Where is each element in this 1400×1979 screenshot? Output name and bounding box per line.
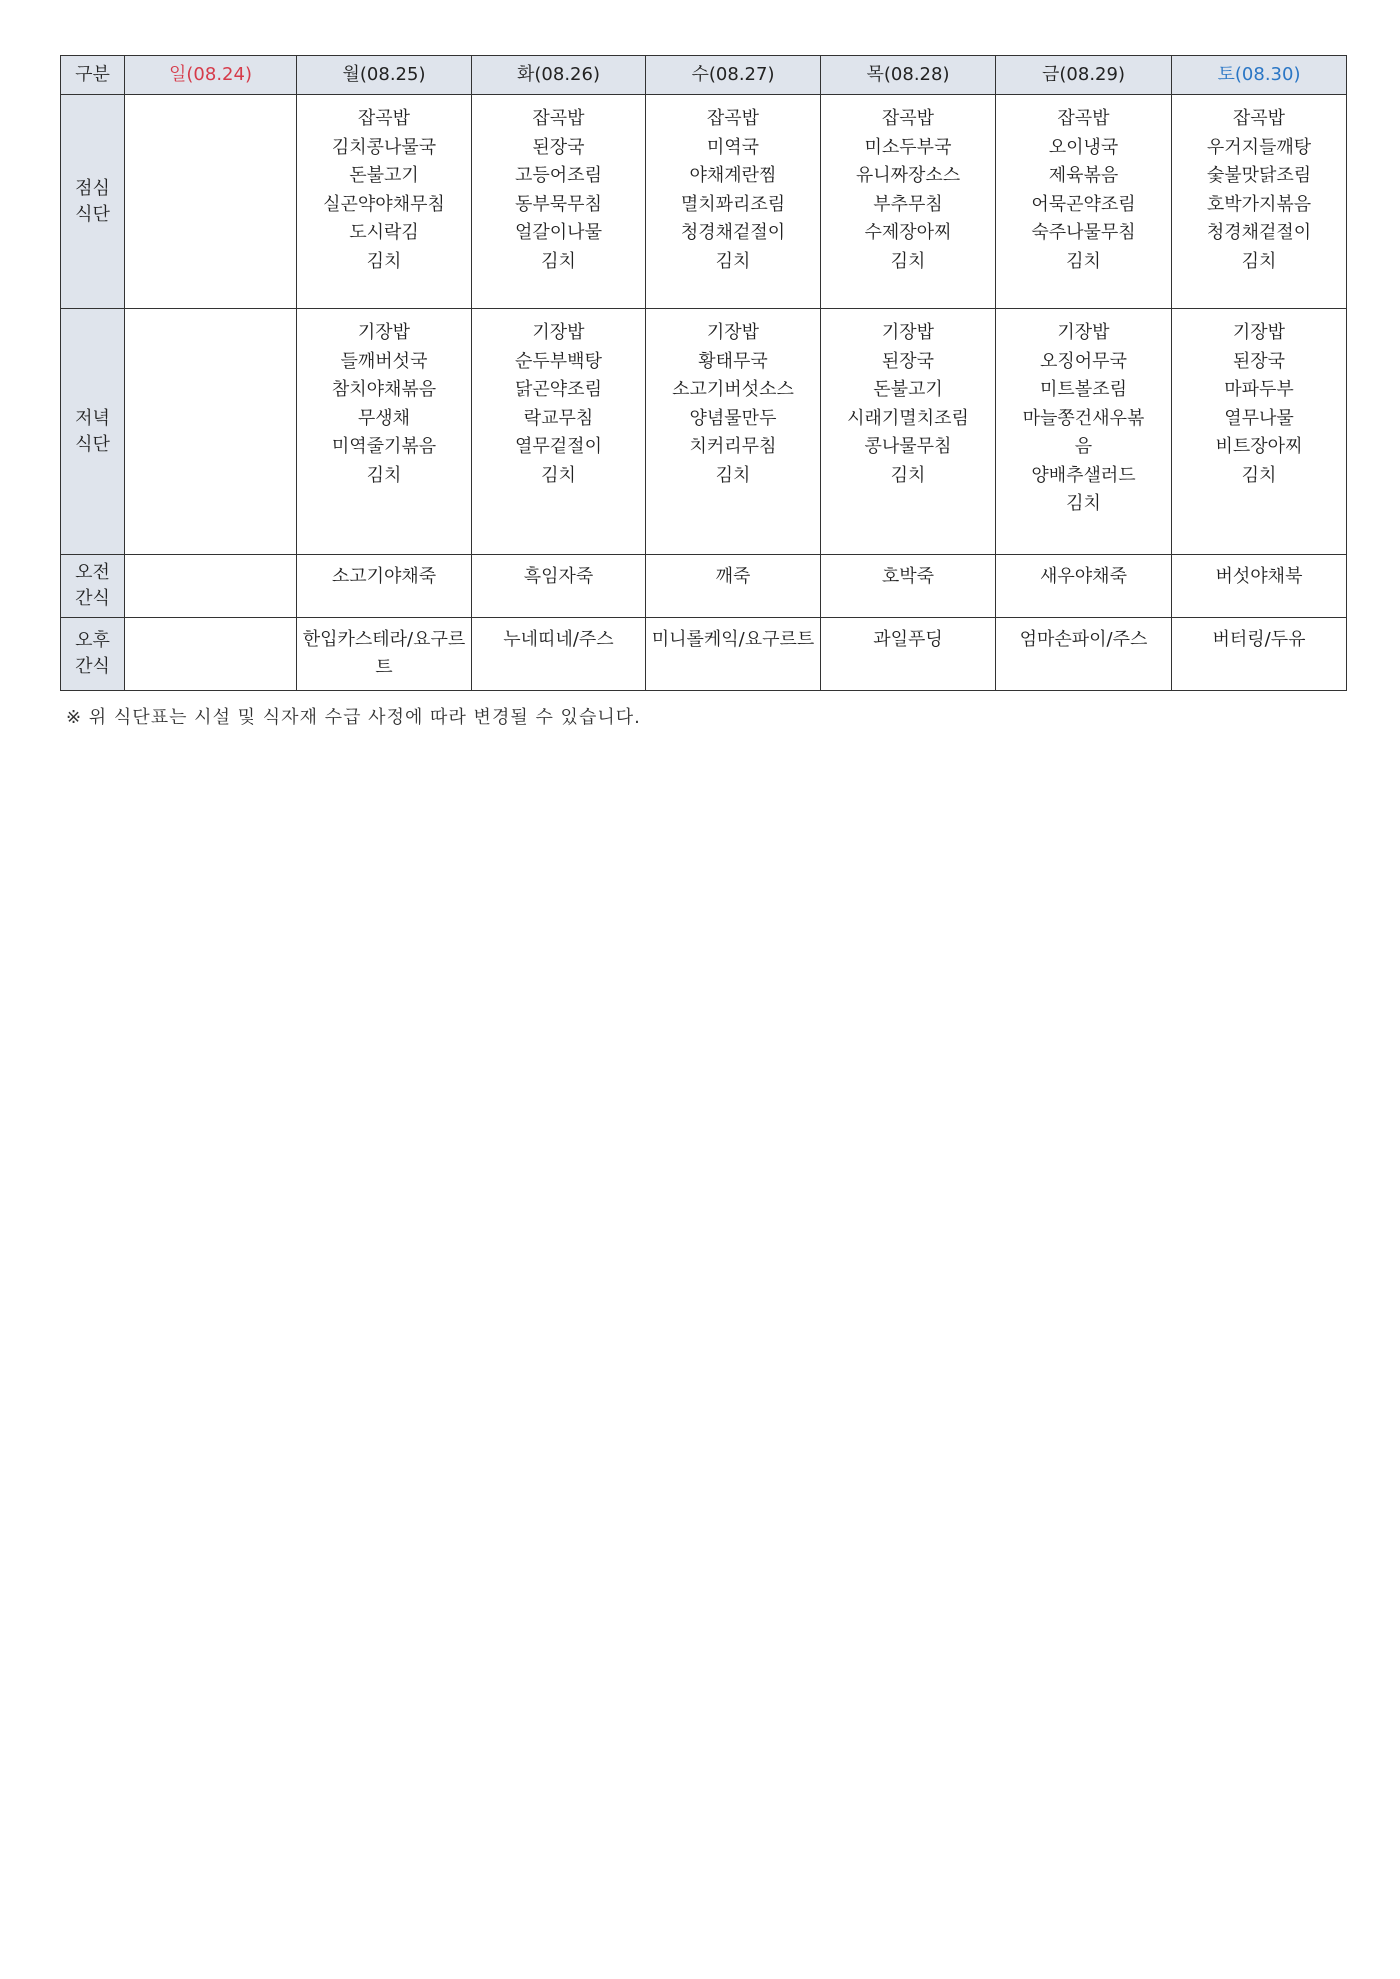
menu-item: 콩나물무침 bbox=[864, 436, 952, 457]
menu-item: 미트볼조림 bbox=[1040, 379, 1127, 400]
menu-item: 김치 bbox=[890, 464, 926, 486]
snack-item: 미니롤케익/요구르트 bbox=[651, 629, 815, 650]
menu-item: 김치 bbox=[1241, 250, 1277, 272]
menu-item: 닭곤약조림 bbox=[515, 379, 602, 400]
day-header-friday: 금(08.29) bbox=[996, 56, 1172, 95]
row-label-afternoon-snack bbox=[61, 618, 125, 691]
menu-item: 김치 bbox=[366, 464, 402, 486]
snack-item: 소고기야채죽 bbox=[331, 566, 437, 587]
dinner-cell-tuesday bbox=[472, 309, 646, 555]
menu-item: 소고기버섯소스 bbox=[672, 379, 794, 400]
menu-item: 양념물만두 bbox=[689, 407, 777, 429]
lunch-row bbox=[61, 95, 1347, 309]
morning-snack-row bbox=[61, 555, 1347, 618]
menu-item: 무생채 bbox=[357, 407, 411, 429]
menu-item: 제육볶음 bbox=[1048, 165, 1119, 186]
menu-item: 미소두부국 bbox=[864, 136, 952, 158]
menu-item: 돈불고기 bbox=[349, 165, 419, 186]
row-label-line: 점심 bbox=[75, 177, 110, 199]
menu-item: 수제장아찌 bbox=[864, 222, 952, 243]
row-label-line: 식단 bbox=[75, 433, 110, 455]
dinner-cell-sunday bbox=[125, 309, 297, 555]
menu-items bbox=[996, 309, 1171, 519]
menu-item: 잡곡밥 bbox=[532, 108, 585, 129]
afternoon-snack-cell-wednesday bbox=[646, 618, 821, 691]
menu-items bbox=[472, 95, 645, 276]
menu-item: 기장밥 bbox=[706, 322, 760, 343]
menu-item: 들깨버섯국 bbox=[340, 350, 428, 372]
row-label-line: 오전 bbox=[75, 562, 110, 583]
menu-item: 된장국 bbox=[1232, 350, 1286, 372]
menu-item: 시래기멸치조림 bbox=[847, 407, 969, 429]
menu-item: 청경채겉절이 bbox=[680, 222, 786, 243]
morning-snack-cell-thursday bbox=[821, 555, 996, 618]
dinner-cell-saturday bbox=[1172, 309, 1347, 555]
snack-item: 새우야채죽 bbox=[1040, 566, 1127, 587]
dinner-cell-thursday bbox=[821, 309, 996, 555]
menu-item: 열무나물 bbox=[1224, 407, 1294, 429]
menu-item: 실곤약야채무침 bbox=[323, 193, 445, 215]
menu-item: 마파두부 bbox=[1224, 379, 1294, 400]
menu-item: 부추무침 bbox=[873, 193, 943, 215]
menu-item: 오징어무국 bbox=[1040, 350, 1127, 372]
snack-item: 호박죽 bbox=[881, 566, 935, 587]
day-header-monday: 월(08.25) bbox=[297, 56, 472, 95]
snack-item: 과일푸딩 bbox=[873, 629, 943, 650]
row-label-dinner bbox=[61, 309, 125, 555]
day-header-sunday: 일(08.24) bbox=[125, 56, 297, 95]
menu-item: 도시락김 bbox=[349, 222, 419, 243]
snack-item: 버섯야채북 bbox=[1215, 566, 1303, 587]
menu-item: 숙주나물무침 bbox=[1031, 222, 1136, 243]
corner-header: 구분 bbox=[61, 56, 125, 95]
lunch-cell-sunday bbox=[125, 95, 297, 309]
menu-item: 김치콩나물국 bbox=[331, 136, 437, 158]
row-label-line: 오후 bbox=[75, 630, 110, 651]
snack-item: 흑임자죽 bbox=[523, 566, 594, 587]
menu-item: 참치야채볶음 bbox=[331, 379, 437, 400]
weekly-meal-table bbox=[60, 55, 1347, 691]
lunch-cell-wednesday bbox=[646, 95, 821, 309]
afternoon-snack-cell-saturday bbox=[1172, 618, 1347, 691]
snack-item: 버터링/두유 bbox=[1212, 629, 1306, 650]
lunch-cell-monday bbox=[297, 95, 472, 309]
menu-item: 김치 bbox=[541, 464, 576, 486]
menu-items bbox=[472, 309, 645, 490]
menu-item: 김치 bbox=[1241, 464, 1277, 486]
menu-item: 김치 bbox=[366, 250, 402, 272]
snack-item: 한입카스테라/요구르트 bbox=[302, 629, 466, 678]
morning-snack-cell-wednesday bbox=[646, 555, 821, 618]
menu-item: 김치 bbox=[1066, 493, 1101, 514]
menu-item: 기장밥 bbox=[532, 322, 585, 343]
menu-item: 김치 bbox=[715, 464, 751, 486]
afternoon-snack-cell-tuesday bbox=[472, 618, 646, 691]
afternoon-snack-cell-thursday bbox=[821, 618, 996, 691]
row-label-line: 간식 bbox=[75, 656, 110, 677]
afternoon-snack-cell-monday bbox=[297, 618, 472, 691]
menu-items bbox=[646, 95, 820, 276]
menu-item: 치커리무침 bbox=[689, 436, 777, 457]
menu-item: 어묵곤약조림 bbox=[1031, 193, 1136, 215]
dinner-cell-friday bbox=[996, 309, 1172, 555]
menu-item: 잡곡밥 bbox=[1057, 108, 1110, 129]
menu-item: 기장밥 bbox=[881, 322, 935, 343]
menu-item: 기장밥 bbox=[1232, 322, 1286, 343]
day-header-wednesday: 수(08.27) bbox=[646, 56, 821, 95]
menu-item: 야채계란찜 bbox=[689, 165, 777, 186]
snack-item: 누네띠네/주스 bbox=[503, 629, 614, 650]
menu-item: 김치 bbox=[890, 250, 926, 272]
lunch-cell-thursday bbox=[821, 95, 996, 309]
header-row bbox=[61, 56, 1347, 95]
afternoon-snack-row bbox=[61, 618, 1347, 691]
afternoon-snack-cell-friday bbox=[996, 618, 1172, 691]
menu-items bbox=[297, 309, 471, 490]
menu-item: 열무겉절이 bbox=[515, 436, 602, 457]
menu-item: 우거지들깨탕 bbox=[1206, 136, 1312, 158]
morning-snack-cell-saturday bbox=[1172, 555, 1347, 618]
menu-item: 된장국 bbox=[532, 136, 585, 158]
menu-item: 락교무침 bbox=[523, 407, 594, 429]
menu-items bbox=[1172, 309, 1346, 490]
menu-item: 잡곡밥 bbox=[706, 108, 760, 129]
menu-item: 오이냉국 bbox=[1048, 136, 1119, 158]
menu-item: 청경채겉절이 bbox=[1206, 222, 1312, 243]
menu-item: 기장밥 bbox=[1057, 322, 1110, 343]
row-label-line: 간식 bbox=[75, 588, 110, 609]
menu-item: 잡곡밥 bbox=[357, 108, 411, 129]
menu-item: 얼갈이나물 bbox=[515, 222, 602, 243]
dinner-cell-wednesday bbox=[646, 309, 821, 555]
morning-snack-cell-friday bbox=[996, 555, 1172, 618]
dinner-cell-monday bbox=[297, 309, 472, 555]
row-label-line: 식단 bbox=[75, 203, 110, 225]
menu-item: 김치 bbox=[1066, 250, 1101, 272]
menu-item: 비트장아찌 bbox=[1215, 436, 1303, 457]
menu-item: 김치 bbox=[541, 250, 576, 272]
menu-items bbox=[1172, 95, 1346, 276]
lunch-cell-friday bbox=[996, 95, 1172, 309]
menu-item: 기장밥 bbox=[357, 322, 411, 343]
lunch-cell-tuesday bbox=[472, 95, 646, 309]
menu-item: 된장국 bbox=[881, 350, 935, 372]
menu-item: 멸치꽈리조림 bbox=[680, 193, 786, 215]
dinner-row bbox=[61, 309, 1347, 555]
row-label-line: 저녁 bbox=[75, 407, 110, 429]
day-header-tuesday: 화(08.26) bbox=[472, 56, 646, 95]
menu-items bbox=[297, 95, 471, 276]
menu-item: 양배추샐러드 bbox=[1031, 464, 1136, 486]
menu-item: 유니짜장소스 bbox=[855, 165, 961, 186]
menu-items bbox=[821, 309, 995, 490]
row-label-morning-snack bbox=[61, 555, 125, 618]
menu-item: 고등어조림 bbox=[515, 165, 602, 186]
menu-items bbox=[646, 309, 820, 490]
snack-item: 엄마손파이/주스 bbox=[1019, 629, 1148, 650]
menu-item: 마늘쫑건새우볶 bbox=[1022, 407, 1145, 429]
snack-item: 깨죽 bbox=[715, 566, 751, 587]
menu-item: 잡곡밥 bbox=[1232, 108, 1286, 129]
lunch-cell-saturday bbox=[1172, 95, 1347, 309]
menu-item: 잡곡밥 bbox=[881, 108, 935, 129]
menu-item: 동부묵무침 bbox=[515, 193, 602, 215]
morning-snack-cell-monday bbox=[297, 555, 472, 618]
menu-item: 순두부백탕 bbox=[515, 350, 602, 372]
menu-item: 미역국 bbox=[706, 136, 760, 158]
menu-item: 김치 bbox=[715, 250, 751, 272]
day-header-thursday: 목(08.28) bbox=[821, 56, 996, 95]
menu-item: 호박가지볶음 bbox=[1206, 193, 1312, 215]
day-header-saturday: 토(08.30) bbox=[1172, 56, 1347, 95]
menu-item: 음 bbox=[1074, 436, 1093, 457]
menu-item: 미역줄기볶음 bbox=[331, 436, 437, 457]
morning-snack-cell-sunday bbox=[125, 555, 297, 618]
footnote: ※ 위 식단표는 시설 및 식자재 수급 사정에 따라 변경될 수 있습니다. bbox=[66, 707, 641, 728]
morning-snack-cell-tuesday bbox=[472, 555, 646, 618]
row-label-lunch bbox=[61, 95, 125, 309]
menu-items bbox=[996, 95, 1171, 276]
menu-items bbox=[821, 95, 995, 276]
menu-item: 돈불고기 bbox=[873, 379, 943, 400]
menu-item: 숯불맛닭조림 bbox=[1206, 165, 1312, 186]
afternoon-snack-cell-sunday bbox=[125, 618, 297, 691]
menu-item: 황태무국 bbox=[698, 350, 768, 372]
